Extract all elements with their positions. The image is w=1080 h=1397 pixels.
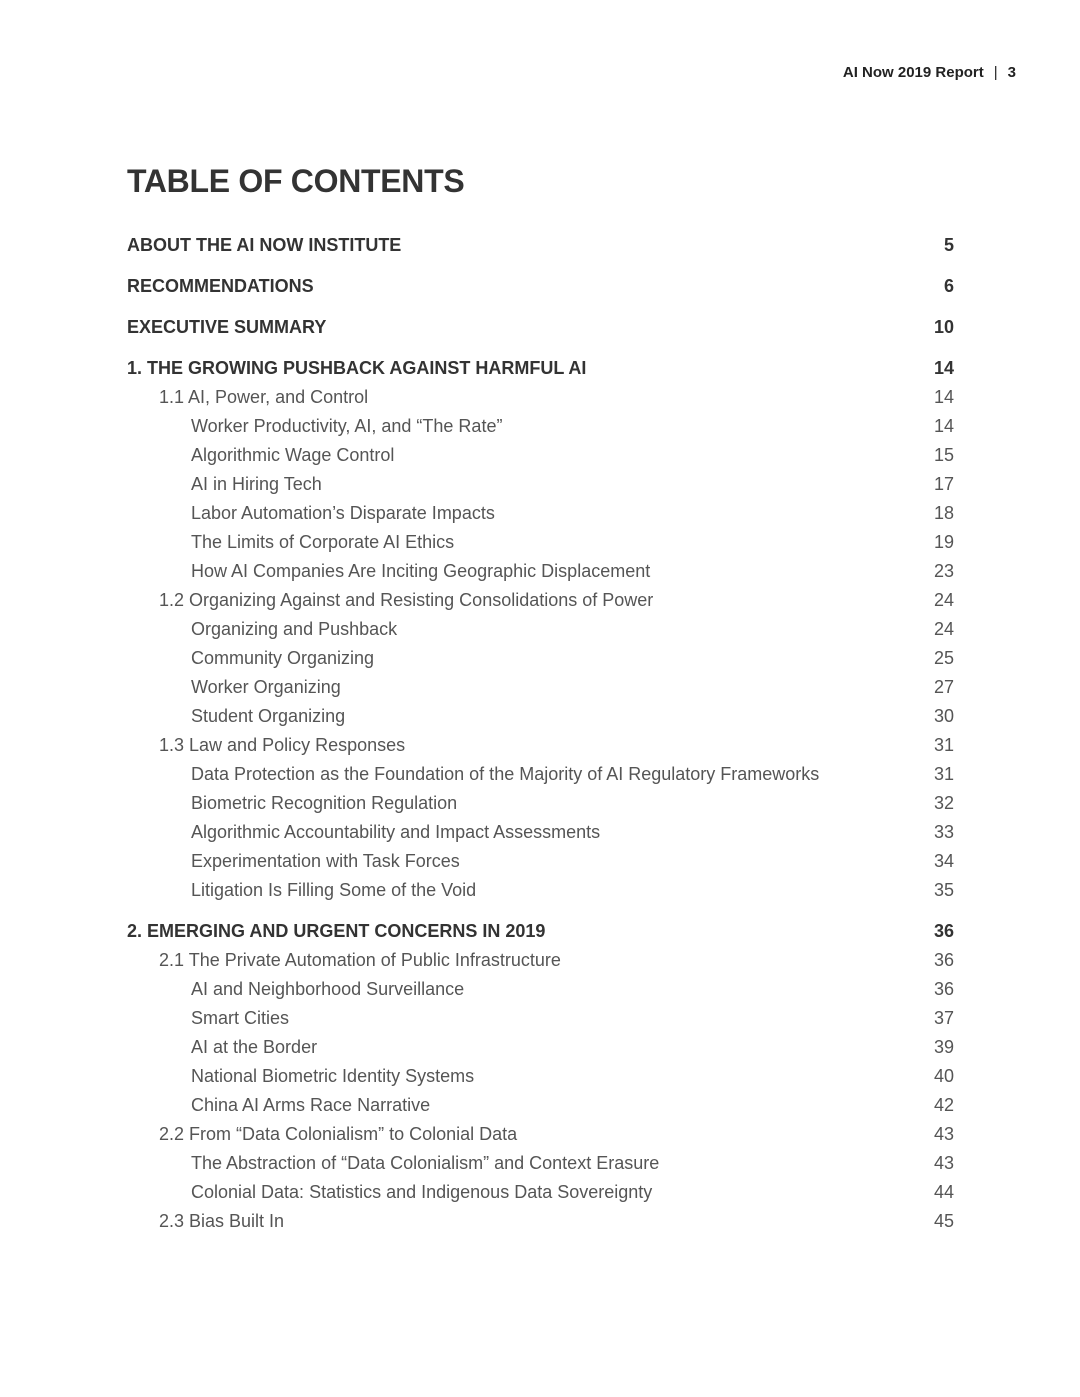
- toc-page-number: 34: [933, 851, 954, 871]
- toc-page-number: 23: [933, 561, 954, 581]
- toc-label: 1. THE GROWING PUSHBACK AGAINST HARMFUL AI: [127, 358, 587, 378]
- toc-entry[interactable]: [127, 975, 954, 1004]
- toc-entry[interactable]: [127, 673, 954, 702]
- toc-page-number: 14: [933, 358, 954, 378]
- toc-page-number: 25: [933, 648, 954, 668]
- toc-label: Data Protection as the Foundation of the Majority of AI Regulatory Frameworks: [191, 764, 820, 784]
- toc-label: 1.2 Organizing Against and Resisting Consolidations of Power: [159, 590, 654, 610]
- toc-label: 2.2 From “Data Colonialism” to Colonial Data: [159, 1124, 518, 1144]
- toc-label: The Abstraction of “Data Colonialism” and Context Erasure: [191, 1153, 660, 1173]
- toc-entry[interactable]: [127, 615, 954, 644]
- toc-entry[interactable]: [127, 644, 954, 673]
- toc-label: RECOMMENDATIONS: [127, 276, 314, 296]
- toc-label: ABOUT THE AI NOW INSTITUTE: [127, 235, 402, 255]
- toc-label: AI in Hiring Tech: [191, 474, 322, 494]
- toc-page-number: 44: [933, 1182, 954, 1202]
- toc-page-number: 31: [933, 764, 954, 784]
- toc-page-number: 36: [933, 921, 954, 941]
- toc-entry[interactable]: [127, 557, 954, 586]
- toc-label: National Biometric Identity Systems: [191, 1066, 475, 1086]
- toc-section[interactable]: [127, 313, 954, 342]
- toc-label: Worker Productivity, AI, and “The Rate”: [191, 416, 503, 436]
- toc-label: AI and Neighborhood Surveillance: [191, 979, 465, 999]
- toc-subsection[interactable]: [127, 946, 954, 975]
- toc-page-number: 35: [933, 880, 954, 900]
- toc-page-number: 40: [933, 1066, 954, 1086]
- toc-page-number: 14: [933, 416, 954, 436]
- toc-label: 2. EMERGING AND URGENT CONCERNS IN 2019: [127, 921, 546, 941]
- toc-page-number: 31: [933, 735, 954, 755]
- toc-label: 1.1 AI, Power, and Control: [159, 387, 369, 407]
- toc-label: China AI Arms Race Narrative: [191, 1095, 431, 1115]
- toc-section[interactable]: [127, 231, 954, 260]
- toc-label: Colonial Data: Statistics and Indigenous Data Sovereignty: [191, 1182, 653, 1202]
- toc-page-number: 24: [933, 590, 954, 610]
- header-separator: |: [993, 64, 998, 81]
- toc-entry[interactable]: [127, 441, 954, 470]
- toc-entry[interactable]: [127, 499, 954, 528]
- toc-page-number: 27: [933, 677, 954, 697]
- toc-label: EXECUTIVE SUMMARY: [127, 317, 327, 337]
- toc-page-number: 17: [933, 474, 954, 494]
- toc-entry[interactable]: [127, 1033, 954, 1062]
- toc-entry[interactable]: [127, 818, 954, 847]
- toc-entry[interactable]: [127, 412, 954, 441]
- toc-section[interactable]: [127, 917, 954, 946]
- toc-page-number: 24: [933, 619, 954, 639]
- toc-label: 1.3 Law and Policy Responses: [159, 735, 406, 755]
- toc-label: Algorithmic Accountability and Impact Assessments: [191, 822, 601, 842]
- toc-page-number: 15: [933, 445, 954, 465]
- toc-entry[interactable]: [127, 1091, 954, 1120]
- toc-page-number: 30: [933, 706, 954, 726]
- toc-page-number: 10: [933, 317, 954, 337]
- toc-page-number: 39: [933, 1037, 954, 1057]
- toc-entry[interactable]: [127, 760, 954, 789]
- toc-section[interactable]: [127, 272, 954, 301]
- toc-page-number: 14: [933, 387, 954, 407]
- toc-label: 2.1 The Private Automation of Public Infrastructure: [159, 950, 561, 970]
- toc-page-number: 43: [933, 1153, 954, 1173]
- toc-label: Student Organizing: [191, 706, 346, 726]
- toc-entry[interactable]: [127, 702, 954, 731]
- toc-entry[interactable]: [127, 1062, 954, 1091]
- toc-label: Algorithmic Wage Control: [191, 445, 395, 465]
- toc-page-number: 33: [933, 822, 954, 842]
- toc-page-number: 19: [933, 532, 954, 552]
- toc-entry[interactable]: [127, 789, 954, 818]
- toc-page-number: 36: [933, 979, 954, 999]
- toc-subsection[interactable]: [127, 731, 954, 760]
- toc-label: Litigation Is Filling Some of the Void: [191, 880, 477, 900]
- toc-entry[interactable]: [127, 1004, 954, 1033]
- toc-page-number: 43: [933, 1124, 954, 1144]
- toc-page-number: 5: [943, 235, 954, 255]
- toc-entry[interactable]: [127, 1178, 954, 1207]
- toc-label: Labor Automation’s Disparate Impacts: [191, 503, 495, 523]
- page-number: 3: [1007, 64, 1016, 81]
- toc-subsection[interactable]: [127, 586, 954, 615]
- toc-page-number: 36: [933, 950, 954, 970]
- toc-page-number: 18: [933, 503, 954, 523]
- toc-page-number: 42: [933, 1095, 954, 1115]
- page-title: TABLE OF CONTENTS: [127, 163, 465, 199]
- toc-label: Experimentation with Task Forces: [191, 851, 460, 871]
- toc-page-number: 6: [943, 276, 954, 296]
- toc-page-number: 37: [933, 1008, 954, 1028]
- report-title: AI Now 2019 Report: [842, 64, 984, 81]
- toc-page-number: 45: [933, 1211, 954, 1231]
- toc-label: Biometric Recognition Regulation: [191, 793, 458, 813]
- toc-section[interactable]: [127, 354, 954, 383]
- toc-entry[interactable]: [127, 876, 954, 905]
- toc-entry[interactable]: [127, 470, 954, 499]
- running-header: [843, 64, 1016, 81]
- toc-entry[interactable]: [127, 847, 954, 876]
- toc-label: The Limits of Corporate AI Ethics: [191, 532, 455, 552]
- table-of-contents: [127, 231, 954, 1236]
- toc-entry[interactable]: [127, 1149, 954, 1178]
- toc-page-number: 32: [933, 793, 954, 813]
- toc-label: Organizing and Pushback: [191, 619, 398, 639]
- toc-label: How AI Companies Are Inciting Geographic Displacement: [191, 561, 651, 581]
- toc-subsection[interactable]: [127, 383, 954, 412]
- toc-subsection[interactable]: [127, 1120, 954, 1149]
- toc-label: Community Organizing: [191, 648, 375, 668]
- toc-label: Smart Cities: [191, 1008, 290, 1028]
- toc-label: AI at the Border: [191, 1037, 318, 1057]
- toc-label: 2.3 Bias Built In: [159, 1211, 285, 1231]
- toc-entry[interactable]: [127, 528, 954, 557]
- toc-label: Worker Organizing: [191, 677, 341, 697]
- toc-subsection[interactable]: [127, 1207, 954, 1236]
